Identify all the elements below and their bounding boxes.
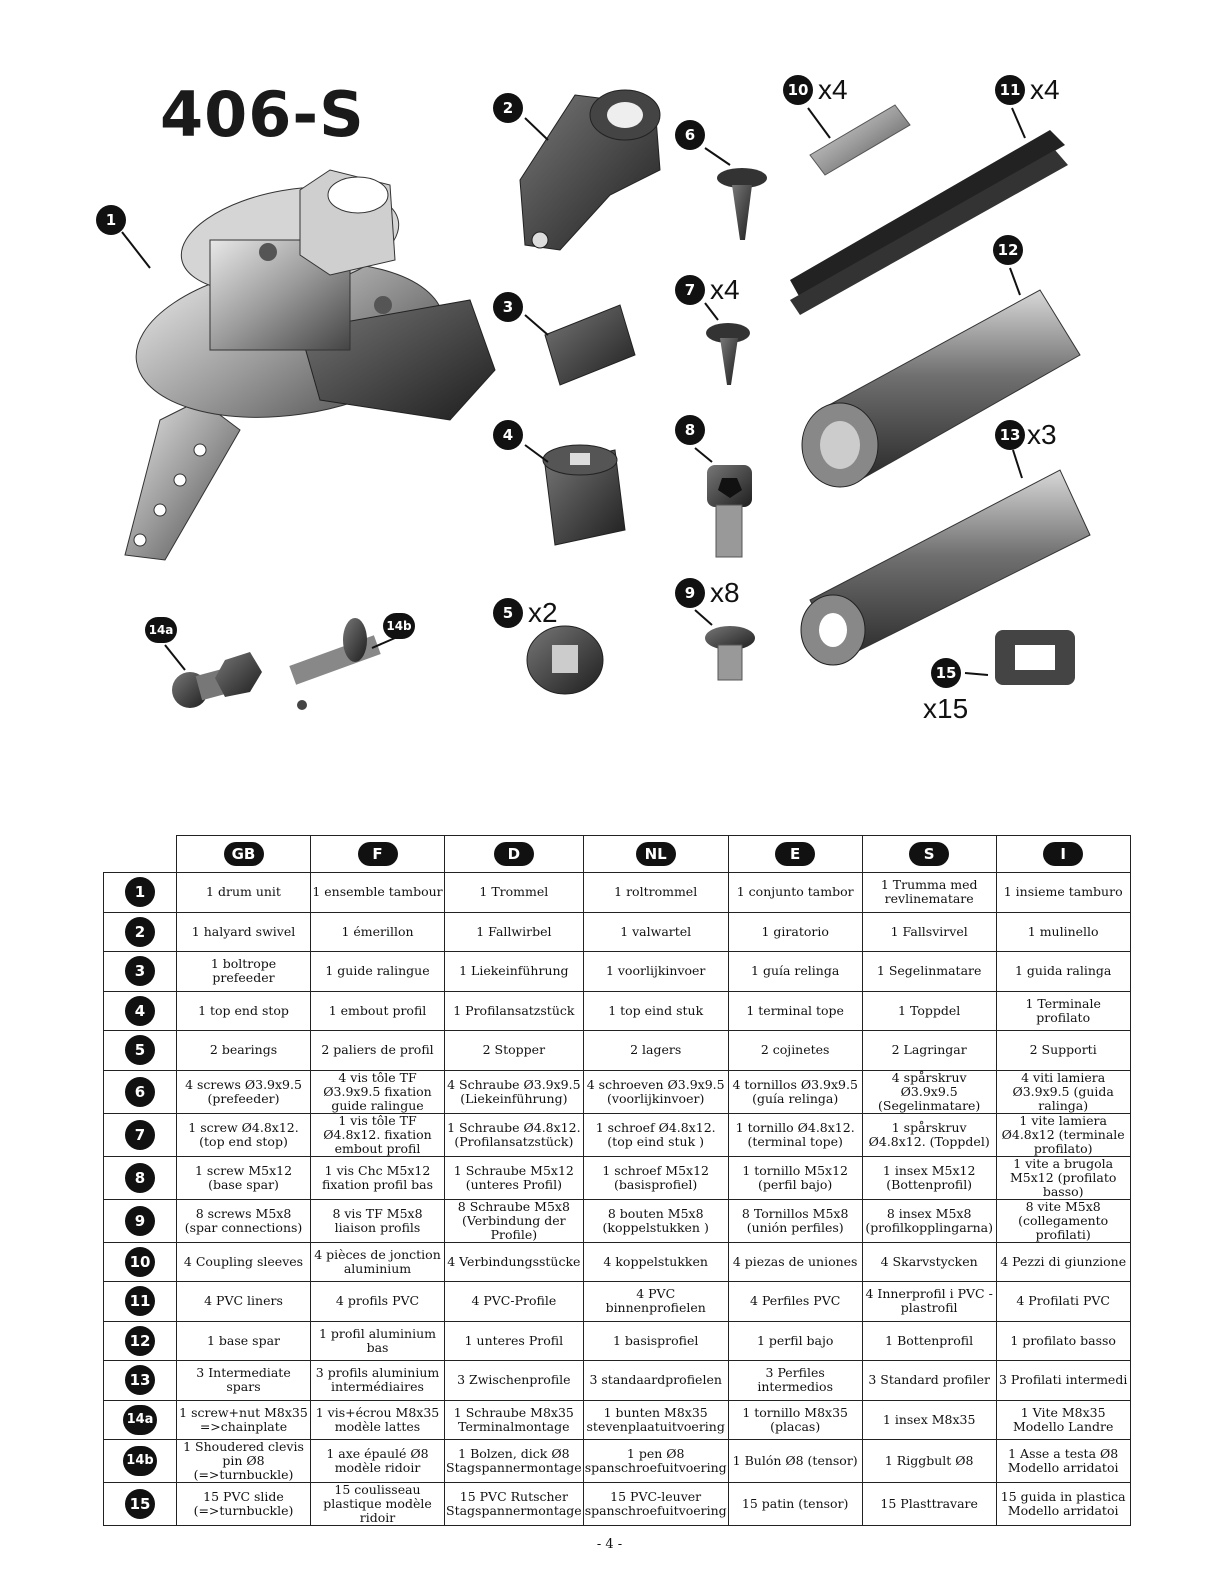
table-cell: 1 boltrope prefeeder xyxy=(177,952,311,992)
table-cell: 1 Trommel xyxy=(445,873,584,913)
table-cell: 4 pièces de jonction aluminium xyxy=(311,1242,445,1282)
row-number-cell xyxy=(104,1199,177,1242)
table-cell: 4 viti lamiera Ø3.9x9.5 (guida ralinga) xyxy=(996,1070,1130,1113)
table-cell: 1 screw+nut M8x35 =>chainplate xyxy=(177,1400,311,1440)
part-9-quantity: x8 xyxy=(710,577,740,608)
row-number-cell xyxy=(104,1113,177,1156)
table-cell: 1 screw M5x12 (base spar) xyxy=(177,1156,311,1199)
table-cell: 4 Innerprofil i PVC - plastrofil xyxy=(862,1282,996,1322)
table-cell: 8 screws M5x8 (spar connections) xyxy=(177,1199,311,1242)
table-cell: 1 Fallwirbel xyxy=(445,912,584,952)
part-6-badge: 6 xyxy=(675,120,705,150)
table-cell: 1 bunten M8x35 stevenplaatuitvoering xyxy=(583,1400,728,1440)
table-cell: 4 profils PVC xyxy=(311,1282,445,1322)
row-number-badge: 6 xyxy=(125,1077,155,1107)
table-cell: 1 unteres Profil xyxy=(445,1321,584,1361)
lang-header-i xyxy=(996,836,1130,873)
table-row xyxy=(104,873,1131,913)
table-cell: 4 Perfiles PVC xyxy=(728,1282,862,1322)
table-cell: 1 top end stop xyxy=(177,991,311,1031)
row-number-badge: 3 xyxy=(125,956,155,986)
table-cell: 1 mulinello xyxy=(996,912,1130,952)
table-cell: 1 screw Ø4.8x12. (top end stop) xyxy=(177,1113,311,1156)
table-cell: 8 insex M5x8 (profilkopplingarna) xyxy=(862,1199,996,1242)
table-cell: 1 Bulón Ø8 (tensor) xyxy=(728,1440,862,1483)
part-4-badge: 4 xyxy=(493,420,523,450)
table-cell: 1 Liekeinführung xyxy=(445,952,584,992)
row-number-cell xyxy=(104,912,177,952)
table-cell: 1 spårskruv Ø4.8x12. (Toppdel) xyxy=(862,1113,996,1156)
table-cell: 4 schroeven Ø3.9x9.5 (voorlijkinvoer) xyxy=(583,1070,728,1113)
table-cell: 1 pen Ø8 spanschroefuitvoering xyxy=(583,1440,728,1483)
table-row xyxy=(104,1156,1131,1199)
halyard-swivel-drawing xyxy=(520,90,660,250)
table-cell: 1 tornillo Ø4.8x12. (terminal tope) xyxy=(728,1113,862,1156)
table-cell: 1 vis tôle TF Ø4.8x12. fixation embout profil xyxy=(311,1113,445,1156)
table-cell: 1 Shoudered clevis pin Ø8 (=>turnbuckle) xyxy=(177,1440,311,1483)
row-number-badge: 15 xyxy=(125,1489,155,1519)
row-number-badge: 14b xyxy=(123,1446,157,1476)
table-cell: 4 tornillos Ø3.9x9.5 (guía relinga) xyxy=(728,1070,862,1113)
table-cell: 1 tornillo M5x12 (perfil bajo) xyxy=(728,1156,862,1199)
part-3-badge: 3 xyxy=(493,292,523,322)
table-cell: 4 Profilati PVC xyxy=(996,1282,1130,1322)
part-11-badge: 11 xyxy=(995,75,1025,105)
row-number-cell xyxy=(104,952,177,992)
screw-7-drawing xyxy=(706,323,750,385)
table-cell: 1 Asse a testa Ø8 Modello arridatoi xyxy=(996,1440,1130,1483)
part-10-quantity: x4 xyxy=(818,74,848,105)
screw-nut-14a-drawing xyxy=(172,652,262,708)
row-number-badge: 8 xyxy=(125,1163,155,1193)
lang-header-f xyxy=(311,836,445,873)
table-cell: 3 Standard profiler xyxy=(862,1361,996,1401)
table-cell: 1 guida ralinga xyxy=(996,952,1130,992)
lang-header-nl xyxy=(583,836,728,873)
row-number-cell xyxy=(104,1440,177,1483)
table-cell: 1 guide ralingue xyxy=(311,952,445,992)
table-cell: 1 tornillo M8x35 (placas) xyxy=(728,1400,862,1440)
table-cell: 4 PVC liners xyxy=(177,1282,311,1322)
row-number-badge: 2 xyxy=(125,917,155,947)
row-number-badge: 10 xyxy=(125,1247,155,1277)
table-cell: 15 Plasttravare xyxy=(862,1483,996,1526)
table-cell: 8 bouten M5x8 (koppelstukken ) xyxy=(583,1199,728,1242)
table-cell: 1 Bolzen, dick Ø8 Stagspannermontage xyxy=(445,1440,584,1483)
table-cell: 1 Profilansatzstück xyxy=(445,991,584,1031)
table-row xyxy=(104,1113,1131,1156)
row-number-cell xyxy=(104,991,177,1031)
table-row xyxy=(104,1070,1131,1113)
part-7-quantity: x4 xyxy=(710,274,740,305)
part-8-badge: 8 xyxy=(675,415,705,445)
table-cell: 4 screws Ø3.9x9.5 (prefeeder) xyxy=(177,1070,311,1113)
table-row xyxy=(104,1242,1131,1282)
table-cell: 3 Perfiles intermedios xyxy=(728,1361,862,1401)
table-cell: 1 vite a brugola M5x12 (profilato basso) xyxy=(996,1156,1130,1199)
part-12-badge: 12 xyxy=(993,235,1023,265)
row-number-badge: 9 xyxy=(125,1206,155,1236)
table-cell: 4 Coupling sleeves xyxy=(177,1242,311,1282)
lang-badge-s: S xyxy=(909,842,949,866)
table-cell: 1 Schraube Ø4.8x12. (Profilansatzstück) xyxy=(445,1113,584,1156)
part-15-quantity: x15 xyxy=(923,693,969,724)
lang-badge-f: F xyxy=(358,842,398,866)
row-number-cell xyxy=(104,1070,177,1113)
table-cell: 1 Riggbult Ø8 xyxy=(862,1440,996,1483)
table-cell: 1 profil aluminium bas xyxy=(311,1321,445,1361)
table-cell: 2 cojinetes xyxy=(728,1031,862,1071)
table-cell: 1 émerillon xyxy=(311,912,445,952)
table-cell: 1 valwartel xyxy=(583,912,728,952)
table-cell: 1 Fallsvirvel xyxy=(862,912,996,952)
pvc-slide-drawing xyxy=(995,630,1075,685)
table-cell: 4 PVC-Profile xyxy=(445,1282,584,1322)
table-cell: 15 PVC slide (=>turnbuckle) xyxy=(177,1483,311,1526)
table-cell: 1 Segelinmatare xyxy=(862,952,996,992)
table-cell: 4 Skarvstycken xyxy=(862,1242,996,1282)
row-number-badge: 4 xyxy=(125,996,155,1026)
table-cell: 1 insex M8x35 xyxy=(862,1400,996,1440)
drum-unit-drawing xyxy=(125,170,495,560)
part-9-badge: 9 xyxy=(675,578,705,608)
row-number-cell xyxy=(104,1031,177,1071)
table-row xyxy=(104,1361,1131,1401)
lang-badge-i: I xyxy=(1043,842,1083,866)
row-number-badge: 13 xyxy=(125,1365,155,1395)
coupling-sleeve-drawing xyxy=(810,105,910,175)
part-14b-badge: 14b xyxy=(383,613,415,639)
table-cell: 1 conjunto tambor xyxy=(728,873,862,913)
product-title: 406-S xyxy=(160,78,365,151)
table-cell: 4 PVC binnenprofielen xyxy=(583,1282,728,1322)
table-cell: 1 giratorio xyxy=(728,912,862,952)
base-spar-drawing xyxy=(802,290,1080,487)
language-header-row xyxy=(104,836,1131,873)
table-cell: 1 profilato basso xyxy=(996,1321,1130,1361)
table-cell: 1 perfil bajo xyxy=(728,1321,862,1361)
table-cell: 1 axe épaulé Ø8 modèle ridoir xyxy=(311,1440,445,1483)
table-cell: 1 Vite M8x35 Modello Landre xyxy=(996,1400,1130,1440)
table-row xyxy=(104,1031,1131,1071)
table-cell: 1 Trumma med revlinematare xyxy=(862,873,996,913)
top-end-stop-drawing xyxy=(543,445,625,545)
table-cell: 1 basisprofiel xyxy=(583,1321,728,1361)
table-cell: 1 schroef Ø4.8x12. (top eind stuk ) xyxy=(583,1113,728,1156)
table-cell: 1 ensemble tambour xyxy=(311,873,445,913)
bolt-8-drawing xyxy=(707,465,752,557)
row-number-badge: 11 xyxy=(125,1286,155,1316)
table-cell: 8 vis TF M5x8 liaison profils xyxy=(311,1199,445,1242)
table-cell: 3 Profilati intermedi xyxy=(996,1361,1130,1401)
table-cell: 1 Schraube M5x12 (unteres Profil) xyxy=(445,1156,584,1199)
row-number-badge: 1 xyxy=(125,877,155,907)
row-number-badge: 7 xyxy=(125,1120,155,1150)
table-cell: 3 standaardprofielen xyxy=(583,1361,728,1401)
parts-list-table xyxy=(103,835,1131,1526)
table-cell: 15 PVC-leuver spanschroefuitvoering xyxy=(583,1483,728,1526)
table-cell: 4 piezas de uniones xyxy=(728,1242,862,1282)
table-cell: 4 Pezzi di giunzione xyxy=(996,1242,1130,1282)
prefeeder-drawing xyxy=(545,305,635,385)
table-cell: 2 lagers xyxy=(583,1031,728,1071)
lang-badge-d: D xyxy=(494,842,534,866)
table-cell: 1 base spar xyxy=(177,1321,311,1361)
part-14a-badge: 14a xyxy=(145,617,177,643)
lang-header-d xyxy=(445,836,584,873)
table-cell: 1 vis+écrou M8x35 modèle lattes xyxy=(311,1400,445,1440)
part-13-quantity: x3 xyxy=(1027,419,1057,450)
table-cell: 2 Supporti xyxy=(996,1031,1130,1071)
table-cell: 1 vis Chc M5x12 fixation profil bas xyxy=(311,1156,445,1199)
bearing-drawing xyxy=(527,626,603,694)
part-13-badge: 13 xyxy=(995,420,1025,450)
table-row xyxy=(104,1440,1131,1483)
row-number-cell xyxy=(104,1361,177,1401)
table-cell: 4 Verbindungsstücke xyxy=(445,1242,584,1282)
table-cell: 1 schroef M5x12 (basisprofiel) xyxy=(583,1156,728,1199)
table-cell: 8 Tornillos M5x8 (unión perfiles) xyxy=(728,1199,862,1242)
part-10-badge: 10 xyxy=(783,75,813,105)
table-cell: 1 Terminale profilato xyxy=(996,991,1130,1031)
table-cell: 1 embout profil xyxy=(311,991,445,1031)
table-cell: 2 Lagringar xyxy=(862,1031,996,1071)
row-number-cell xyxy=(104,1321,177,1361)
table-cell: 4 spårskruv Ø3.9x9.5 (Segelinmatare) xyxy=(862,1070,996,1113)
table-cell: 2 bearings xyxy=(177,1031,311,1071)
lang-header-gb xyxy=(177,836,311,873)
table-cell: 15 patin (tensor) xyxy=(728,1483,862,1526)
part-1-badge: 1 xyxy=(96,205,126,235)
table-cell: 8 Schraube M5x8 (Verbindung der Profile) xyxy=(445,1199,584,1242)
table-cell: 3 profils aluminium intermédiaires xyxy=(311,1361,445,1401)
row-number-cell xyxy=(104,1483,177,1526)
table-cell: 15 guida in plastica Modello arridatoi xyxy=(996,1483,1130,1526)
table-cell: 3 Intermediate spars xyxy=(177,1361,311,1401)
row-number-cell xyxy=(104,1242,177,1282)
table-cell: 1 Schraube M8x35 Terminalmontage xyxy=(445,1400,584,1440)
table-row xyxy=(104,991,1131,1031)
row-number-badge: 12 xyxy=(125,1326,155,1356)
table-cell: 1 guía relinga xyxy=(728,952,862,992)
row-number-cell xyxy=(104,873,177,913)
table-cell: 4 vis tôle TF Ø3.9x9.5 fixation guide ralingue xyxy=(311,1070,445,1113)
table-cell: 8 vite M5x8 (collegamento profilati) xyxy=(996,1199,1130,1242)
table-cell: 1 voorlijkinvoer xyxy=(583,952,728,992)
table-row xyxy=(104,1199,1131,1242)
screw-9-drawing xyxy=(705,626,755,680)
lang-badge-gb: GB xyxy=(224,842,264,866)
table-cell: 4 koppelstukken xyxy=(583,1242,728,1282)
table-cell: 15 coulisseau plastique modèle ridoir xyxy=(311,1483,445,1526)
table-cell: 4 Schraube Ø3.9x9.5 (Liekeinführung) xyxy=(445,1070,584,1113)
table-row xyxy=(104,1483,1131,1526)
part-2-badge: 2 xyxy=(493,93,523,123)
row-number-badge: 14a xyxy=(123,1405,157,1435)
table-cell: 1 drum unit xyxy=(177,873,311,913)
parts-table-body xyxy=(104,873,1131,1526)
row-number-cell xyxy=(104,1282,177,1322)
table-cell: 1 Toppdel xyxy=(862,991,996,1031)
table-cell: 1 insex M5x12 (Bottenprofil) xyxy=(862,1156,996,1199)
part-7-badge: 7 xyxy=(675,275,705,305)
table-cell: 1 insieme tamburo xyxy=(996,873,1130,913)
table-cell: 1 Bottenprofil xyxy=(862,1321,996,1361)
table-row xyxy=(104,1282,1131,1322)
header-corner xyxy=(104,836,177,873)
part-5-badge: 5 xyxy=(493,598,523,628)
lang-badge-e: E xyxy=(775,842,815,866)
table-row xyxy=(104,912,1131,952)
table-cell: 2 Stopper xyxy=(445,1031,584,1071)
table-cell: 15 PVC Rutscher Stagspannermontage xyxy=(445,1483,584,1526)
table-row xyxy=(104,952,1131,992)
row-number-cell xyxy=(104,1156,177,1199)
table-cell: 1 halyard swivel xyxy=(177,912,311,952)
page-number: - 4 - xyxy=(596,1537,623,1552)
lang-header-s xyxy=(862,836,996,873)
row-number-badge: 5 xyxy=(125,1035,155,1065)
table-row xyxy=(104,1321,1131,1361)
lang-badge-nl: NL xyxy=(636,842,676,866)
table-cell: 1 terminal tope xyxy=(728,991,862,1031)
part-15-badge: 15 xyxy=(931,658,961,688)
row-number-cell xyxy=(104,1400,177,1440)
clevis-pin-14b-drawing xyxy=(289,618,380,710)
table-row xyxy=(104,1400,1131,1440)
part-11-quantity: x4 xyxy=(1030,74,1060,105)
screw-6-drawing xyxy=(717,168,767,240)
table-cell: 3 Zwischenprofile xyxy=(445,1361,584,1401)
table-cell: 1 roltrommel xyxy=(583,873,728,913)
lang-header-e xyxy=(728,836,862,873)
part-5-quantity: x2 xyxy=(528,597,558,628)
table-cell: 2 paliers de profil xyxy=(311,1031,445,1071)
table-cell: 1 vite lamiera Ø4.8x12 (terminale profilato) xyxy=(996,1113,1130,1156)
table-cell: 1 top eind stuk xyxy=(583,991,728,1031)
